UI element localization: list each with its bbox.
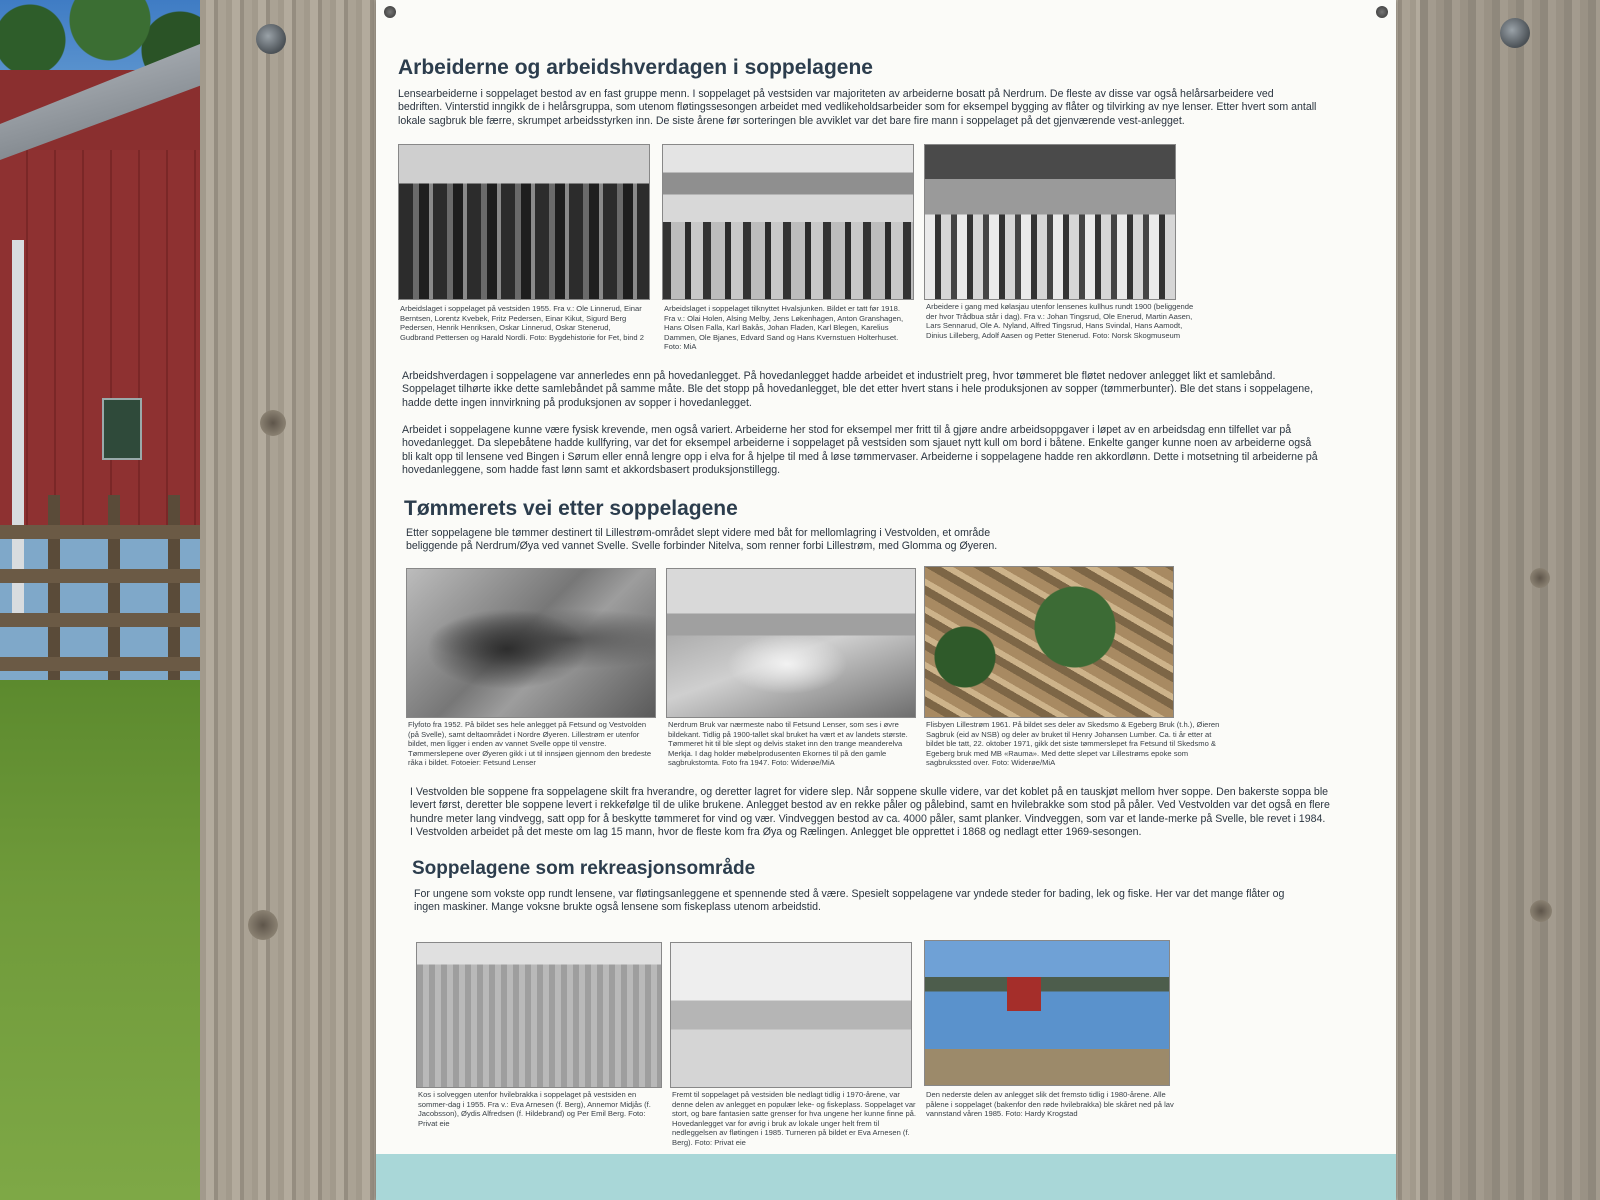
photo-workers-before-1918 — [662, 144, 914, 300]
wood-knot — [1530, 568, 1550, 588]
barn-wall — [0, 150, 220, 530]
photo-1980s-color — [924, 940, 1170, 1086]
photo-caption: Arbeidslaget i soppelaget på vestsiden 1955. Fra v.: Ole Linnerud, Einar Berntsen, Lorentz Kvebek, Fritz Pedersen, Einar Kikut, Sigurd Berg Pedersen, Henrik Henriksen, Oskar Linnerud, Oskar Stenerud, Gudbrand Pettersen og Harald Nordli. Foto: Bygdehistorie for Fet, bind 2 — [400, 304, 644, 342]
left-wooden-post — [200, 0, 388, 1200]
body-paragraph: Arbeidet i soppelagene kunne være fysisk krevende, men også variert. Arbeiderne her stod for eksempel mer fritt til å gjøre andre arbeidsoppgaver i løpet av en arbeidsdag enn tilfellet var på hovedanlegget. Da slepebåtene hadde kullfyring, var det for eksempel arbeiderne i soppelaget på vestsiden som sjauet nytt kull om bord i båtene. Enkelte ganger kunne noen av arbeiderne også bli kalt opp til lensene ved Bingen i Sørum eller ennå lengre opp i elva for å hjelpe til med å løse tømmervaser. Arbeiderne i soppelagene hadde ren akkordlønn. Dette i motsetning til arbeiderne på hovedanleggene, som hadde fast lønn samt et akkordsbasert produksjonstillegg. — [402, 424, 1318, 477]
wood-knot — [260, 410, 286, 436]
screw-icon — [384, 6, 396, 18]
wooden-fence — [0, 495, 225, 685]
photo-caption: Arbeidslaget i soppelaget tilknyttet Hvalsjunken. Bildet er tatt før 1918. Fra v.: Olai Holen, Alsing Melby, Jens Løkenhagen, Anton Granshagen, Hans Olsen Falla, Karl Bakås, Johan Fladen, Karl Blegen, Karelius Dammen, Ole Bjanes, Edvard Sand og Hans Kvernstuen Holterhuset. Foto: MiA — [664, 304, 904, 352]
wood-knot — [248, 910, 278, 940]
photo-playground — [670, 942, 912, 1088]
photo-caption: Den nederste delen av anlegget slik det fremsto tidlig i 1980-årene. Alle pålene i soppelaget (bakenfor den røde hvilebrakka) ble skåret ned på lav vannstand våren 1985. Foto: Hardy Krogstad — [926, 1090, 1174, 1119]
wood-knot — [1530, 900, 1552, 922]
photo-caption: Fremt til soppelaget på vestsiden ble nedlagt tidlig i 1970-årene, var denne delen av anlegget en populær leke- og fiskeplass. Soppelaget var stort, og bare fantasien satte grenser for hva ungene her kunne finne på. Hovedanlegget var for øvrig i bruk av lokale unger helt frem til nedleggelsen av fløtingen i 1985. Turneren på bildet er Eva Arnesen (f. Berg). Foto: Privat eie — [672, 1090, 917, 1147]
photo-caption: Flisbyen Lillestrøm 1961. På bildet ses deler av Skedsmo & Egeberg Bruk (t.h.), Øieren Sagbruk (eid av NSB) og deler av bruket til Henry Johansen Lumber. Ca. ti år etter at bildet ble tatt, 22. oktober 1971, gikk det siste tømmerslepet fra Fetsund til Skedsmo & Egeberg bruk med MB «Rauma». Med dette slepet var Lillestrøms epoke som sagbrukssted over. Foto: Widerøe/MiA — [926, 720, 1220, 768]
information-sign — [376, 0, 1396, 1200]
photo-children-1955 — [416, 942, 662, 1088]
photo-caption: Kos i solveggen utenfor hvilebrakka i soppelaget på vestsiden en sommer-dag i 1955. Fra v.: Eva Arnesen (f. Berg), Annemor Midjås (f. Jacobsson), Øydis Alfredsen (f. Hildebrand) og Per Emil Berg. Foto: Privat eie — [418, 1090, 651, 1128]
photo-caption: Flyfoto fra 1952. På bildet ses hele anlegget på Fetsund og Vestvolden (på Svelle), samt deltaområdet i Nordre Øyeren. Lillestrøm er utenfor bildet, men ligger i enden av vannet Svelle oppe til venstre. Tømmerslepene over Øyeren gikk i ut til innsjøen gjennom den bredeste råka i bildet. Fotoeier: Fetsund Lenser — [408, 720, 652, 768]
bolt-icon — [1500, 18, 1530, 48]
section-intro: For ungene som vokste opp rundt lensene, var fløtingsanleggene et spennende sted å være. Spesielt soppelagene var yndede steder for bading, lek og fiske. Her var det mange flåter og ingen maskiner. Mange voksne brukte også lensene som fiskeplass utenom arbeidstid. — [414, 888, 1285, 914]
section-intro: Lensearbeiderne i soppelaget bestod av en fast gruppe menn. I soppelaget på vestsiden var majoriteten av arbeiderne bosatt på Nerdrum. De fleste av disse var også helårsarbeidere ved bedriften. Vinterstid inngikk de i helårsgruppa, som utenom fløtingssesongen arbeidet med vedlikeholdsarbeider som for eksempel bygging av flåter og tilvirking av nye lenser. Etter hvert som antall lokale sagbruk ble færre, skrumpet arbeidsstyrken inn. De siste årene før sorteringen ble avviklet var det bare fire mann i soppelaget på det gjenværende vest-anlegget. — [398, 88, 1317, 127]
section-heading: Soppelagene som rekreasjonsområde — [412, 858, 756, 879]
section-heading: Tømmerets vei etter soppelagene — [404, 497, 738, 520]
photo-aerial-1952 — [406, 568, 656, 718]
body-paragraph: I Vestvolden ble soppene fra soppelagene skilt fra hverandre, og deretter lagret for videre slep. Når soppene skulle videre, var det koblet på en tauskjøt mellom hver soppe. Den bakerste soppa ble levert først, deretter ble soppene levert i rekkefølge til de ulike brukene. Anlegget bestod av en rekke påler og pålebind, samt en hvilebrakke som stod på påler. Ved Vestvolden var det også en flere hundre meter lang vindvegg, satt opp for å beskytte tømmeret for vind og vær. Vindveggen bestod av ca. 4000 påler, samt planker. Vindveggen, som var et lande-merke på Svelle, ble revet i 1984. I Vestvolden arbeidet på det meste om lag 15 mann, hvor de fleste kom fra Øya og Rælingen. Anlegget ble opprettet i 1868 og nedlagt etter 1969-sesongen. — [410, 786, 1330, 839]
photo-nerdrum-bruk-1947 — [666, 568, 916, 718]
section-intro: Etter soppelagene ble tømmer destinert til Lillestrøm-området slept videre med båt for mellomlagring i Vestvolden, et område beliggende på Nerdrum/Øya ved vannet Svelle. Svelle forbinder Nitelva, som renner forbi Lillestrøm, med Glomma og Øyeren. — [406, 527, 998, 553]
bolt-icon — [256, 24, 286, 54]
sign-footer-band — [376, 1154, 1396, 1200]
red-hut — [1007, 977, 1041, 1011]
photo-workers-1955 — [398, 144, 650, 300]
right-wooden-post-front — [1420, 0, 1600, 1200]
photo-caption: Nerdrum Bruk var nærmeste nabo til Fetsund Lenser, som ses i øvre bildekant. Tidlig på 1900-tallet skal bruket ha vært et av landets største. Tømmeret hit til ble slept og delvis staket inn den trange meanderelva Merkja. I dag holder møbelprodusenten Ekornes til på den gamle sagbrukstomta. Foto fra 1947. Foto: Widerøe/MiA — [668, 720, 908, 768]
body-paragraph: Arbeidshverdagen i soppelagene var annerledes enn på hovedanlegget. På hovedanlegget hadde arbeidet et industrielt preg, hvor tømmeret ble fløtet nedover anlegget likt et samlebånd. Soppelaget tilhørte ikke dette samlebåndet på samme måte. Ble det stopp på hovedanlegget, ble det etter hvert stans i hele produksjonen av sopper (tømmerbunter). Ble det stans i soppelagene, hadde dette ingen innvirkning på produksjonen av sopper i hovedanlegget. — [402, 370, 1314, 409]
photo-workers-1900 — [924, 144, 1176, 300]
photo-lillestrom-1961 — [924, 566, 1174, 718]
screw-icon — [1376, 6, 1388, 18]
section-heading: Arbeiderne og arbeidshverdagen i soppelagene — [398, 56, 873, 79]
barn-plaque — [102, 398, 142, 460]
photo-caption: Arbeidere i gang med kølasjau utenfor lensenes kullhus rundt 1900 (beliggende der hvor Trådbua står i dag). Fra v.: Johan Tingsrud, Ole Enerud, Martin Aasen, Lars Sennarud, Ole A. Nyland, Alfred Tingsrud, Hans Svindal, Hans Aamodt, Dinius Lilleberg, Adolf Aasen og Petter Stenerud. Foto: Norsk Skogmuseum — [926, 302, 1194, 340]
